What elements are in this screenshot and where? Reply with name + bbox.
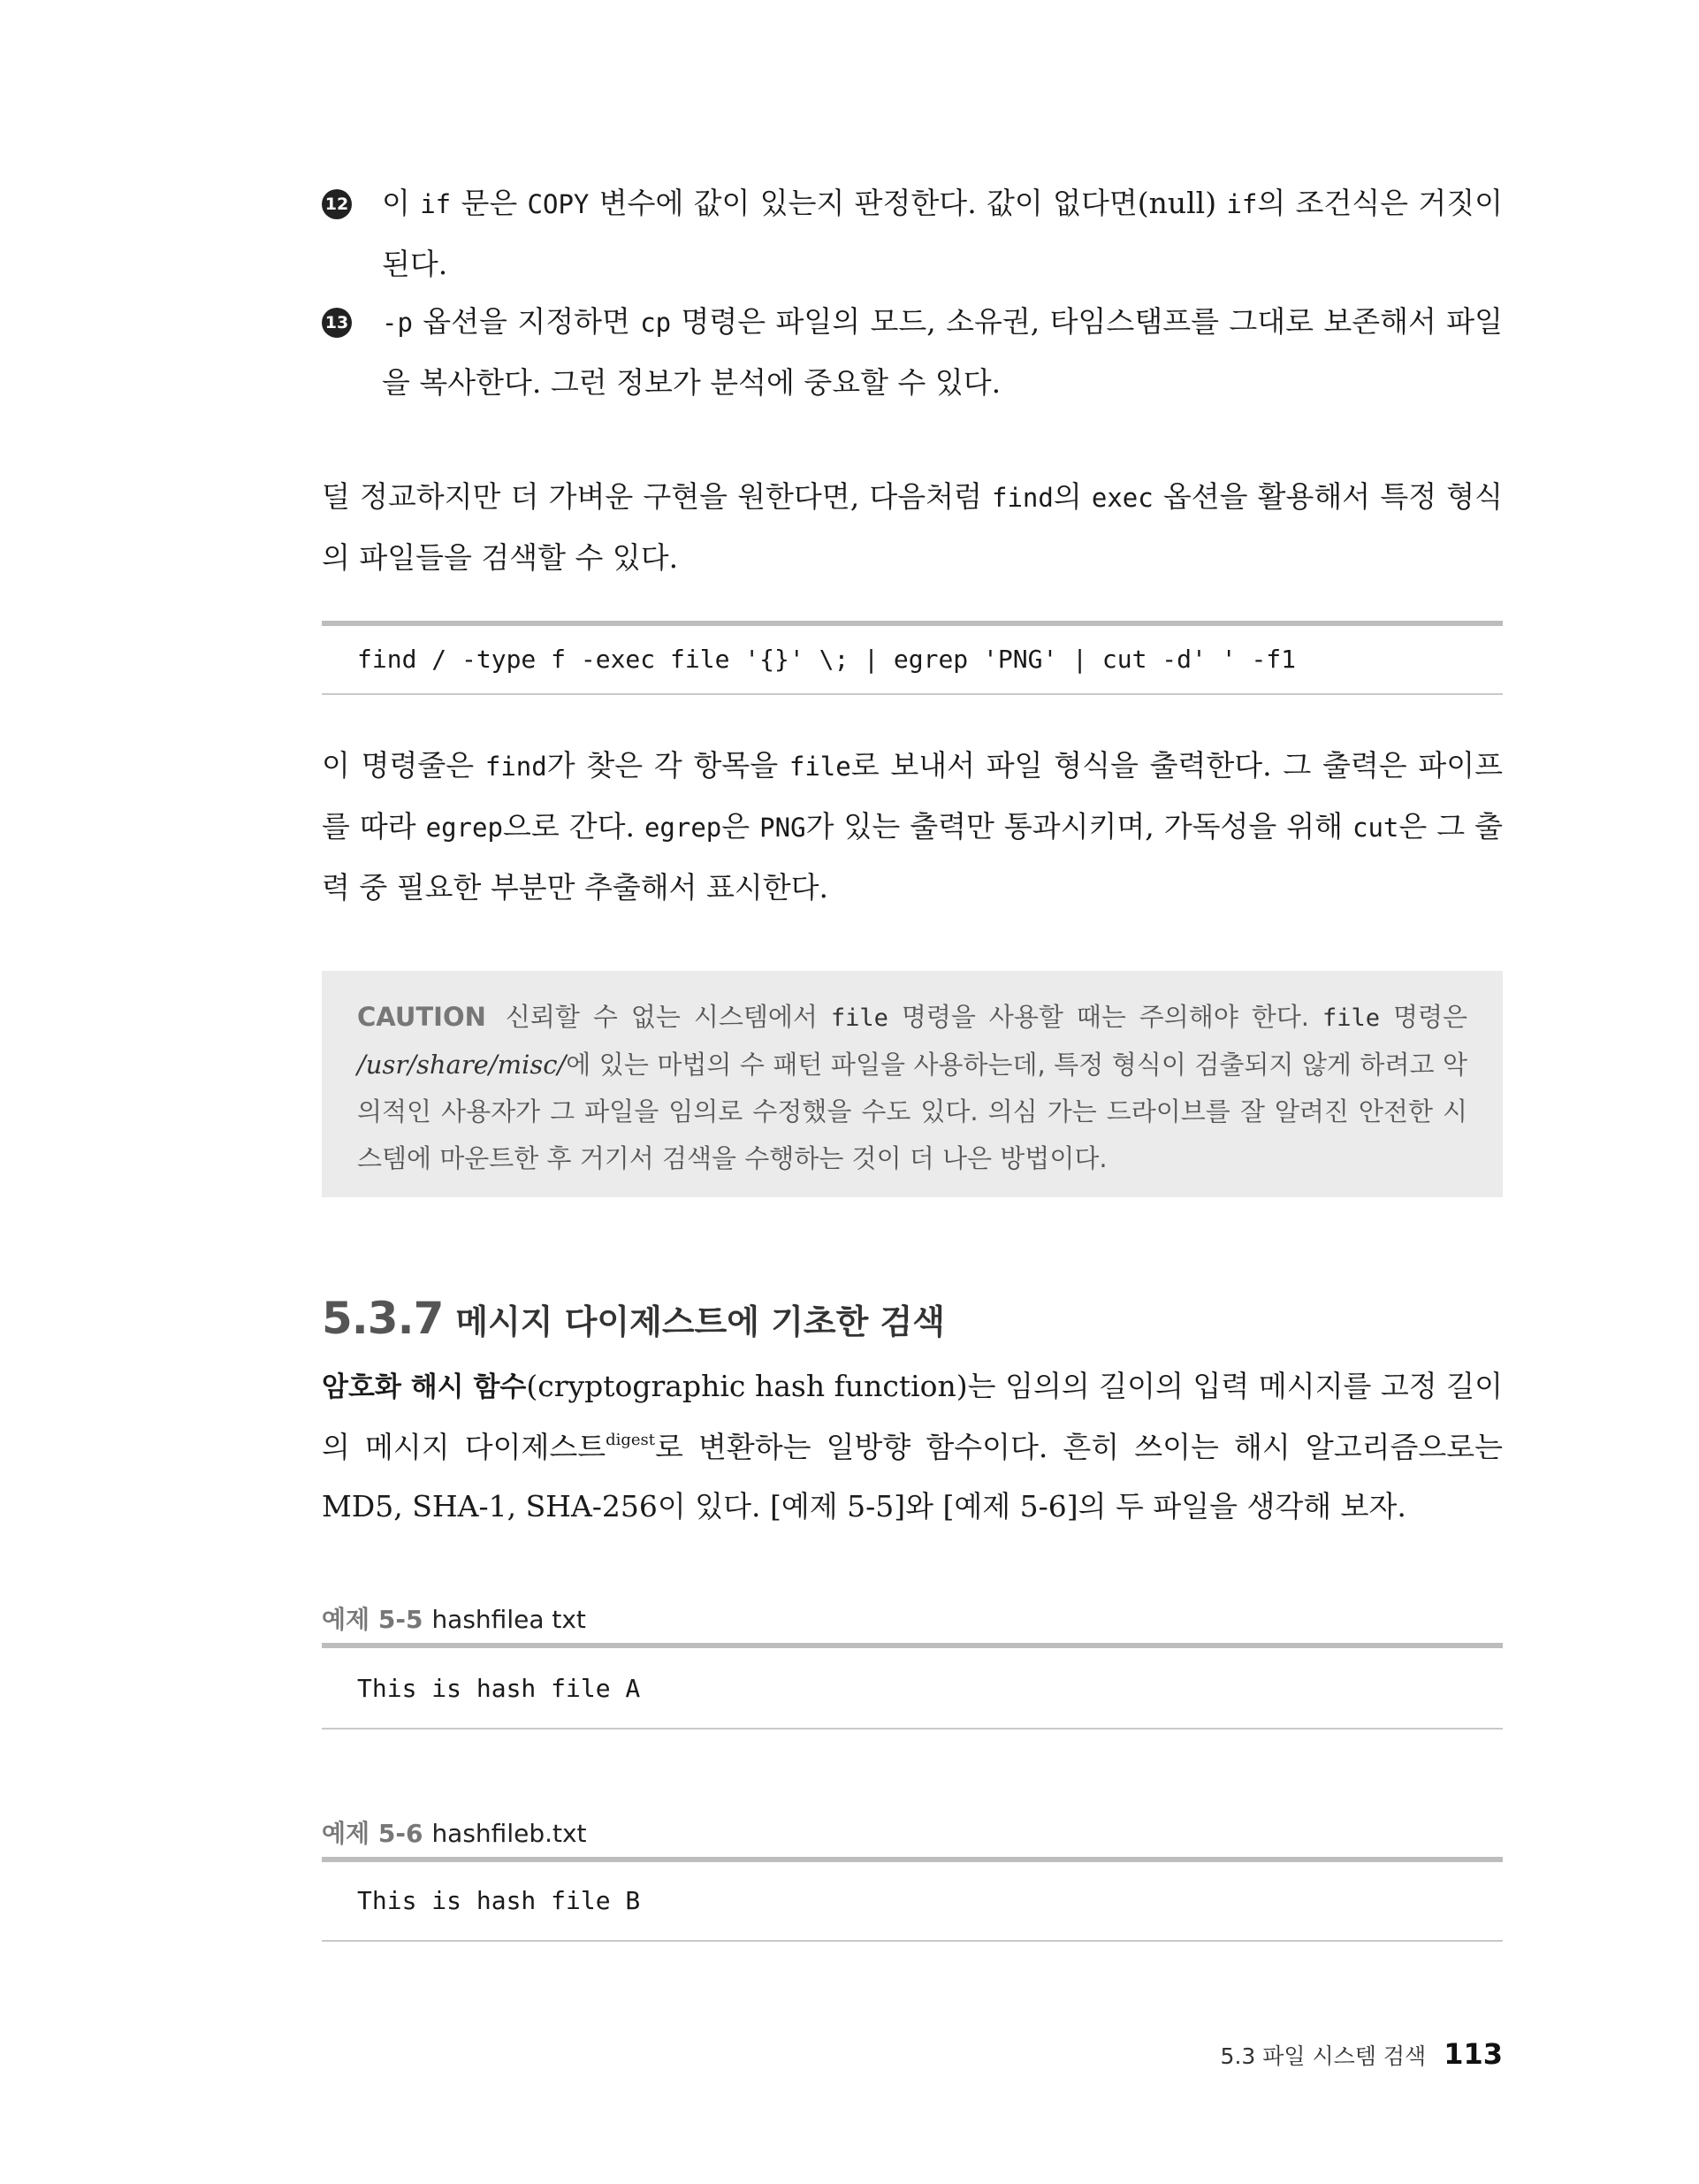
page-number: 113 <box>1444 2037 1503 2071</box>
inline-code: COPY <box>527 189 590 219</box>
code-text: This is hash file A <box>357 1674 641 1703</box>
inline-code: file <box>1322 1004 1381 1032</box>
inline-code: cp <box>640 308 672 338</box>
example-title <box>322 1600 586 1636</box>
body-paragraph: 이 명령줄은 find가 찾은 각 항목을 file로 보내서 파일 형식을 출력한다. 그 출력은 파이프를 따라 egrep으로 간다. egrep은 PNG가 있는 출력만 통과시키며, 가독성을 위해 cut은 그 출력 중 필요한 부분만 추출해서 표시한다. <box>322 748 1504 905</box>
footer-section: 5.3 파일 시스템 검색 <box>1220 2043 1427 2069</box>
example-title <box>322 1814 587 1850</box>
path-text: /usr/share/misc/ <box>357 1050 567 1080</box>
code-block <box>322 1643 1503 1730</box>
inline-code: find <box>484 752 547 782</box>
callout-number: 13 <box>322 308 352 338</box>
callout-13 <box>322 292 1503 413</box>
section-number: 5.3.7 <box>322 1293 444 1344</box>
callout-text: -p 옵션을 지정하면 cp 명령은 파일의 모드, 소유권, 타임스탬프를 그대로 보존해서 파일을 복사한다. 그런 정보가 분석에 중요할 수 있다. <box>382 304 1503 400</box>
inline-code: -p <box>382 308 413 338</box>
code-text: find / -type f -exec file '{}' \; | egrep 'PNG' | cut -d' ' -f1 <box>357 645 1297 674</box>
inline-code: if <box>420 189 452 219</box>
callout-number: 12 <box>322 189 352 219</box>
inline-code: file <box>830 1004 888 1032</box>
example-filename: hashfileb.txt <box>431 1819 587 1848</box>
inline-code: egrep <box>644 813 722 843</box>
inline-code: find <box>992 483 1054 513</box>
example-label: 예제 5-6 <box>322 1819 423 1848</box>
body-paragraph: 암호화 해시 함수(cryptographic hash function)는 임의의 길이의 입력 메시지를 고정 길이의 메시지 다이제스트$^{digest}$로 변환하는 일방향 함수이다. 흔히 쓰이는 해시 알고리즘으로는 MD5, SHA-1, SHA-256이 있다. [예제 5-5]와 [예제 5-6]의 두 파일을 생각해 보자. <box>322 1369 1503 1523</box>
section-title: 메시지 다이제스트에 기초한 검색 <box>455 1302 945 1341</box>
example-label: 예제 5-5 <box>322 1605 423 1634</box>
book-page <box>322 0 1503 2184</box>
inline-code: cut <box>1352 813 1399 843</box>
code-text: This is hash file B <box>357 1886 641 1915</box>
inline-code: if <box>1226 189 1258 219</box>
page-footer <box>1221 2037 1503 2071</box>
bold-term: 암호화 해시 함수 <box>322 1371 527 1403</box>
inline-code: egrep <box>425 813 503 843</box>
caution-box: CAUTION 신뢰할 수 없는 시스템에서 file 명령을 사용할 때는 주의해야 한다. file 명령은 /usr/share/misc/에 있는 마법의 수 패턴 파일을 사용하는데, 특정 형식이 검출되지 않게 하려고 악의적인 사용자가 그 파일을 임의로 수정했을 수도 있다. 의심 가는 드라이브를 잘 알려진 안전한 시스템에 마운트한 후 거기서 검색을 수행하는 것이 더 나은 방법이다. <box>322 971 1503 1197</box>
inline-code: file <box>789 752 851 782</box>
code-block <box>322 1857 1503 1942</box>
callout-text: 이 if 문은 COPY 변수에 값이 있는지 판정한다. 값이 없다면(null) if의 조건식은 거짓이 된다. <box>382 186 1503 281</box>
inline-code: PNG <box>759 813 806 843</box>
example-filename: hashfilea txt <box>431 1605 586 1634</box>
caution-label: CAUTION <box>357 1002 486 1032</box>
section-heading <box>322 1293 945 1344</box>
superscript: digest <box>606 1431 656 1449</box>
inline-code: exec <box>1091 483 1154 513</box>
body-paragraph: 덜 정교하지만 더 가벼운 구현을 원한다면, 다음처럼 find의 exec 옵션을 활용해서 특정 형식의 파일들을 검색할 수 있다. <box>322 479 1503 575</box>
callout-12 <box>322 173 1503 294</box>
code-block <box>322 621 1503 695</box>
